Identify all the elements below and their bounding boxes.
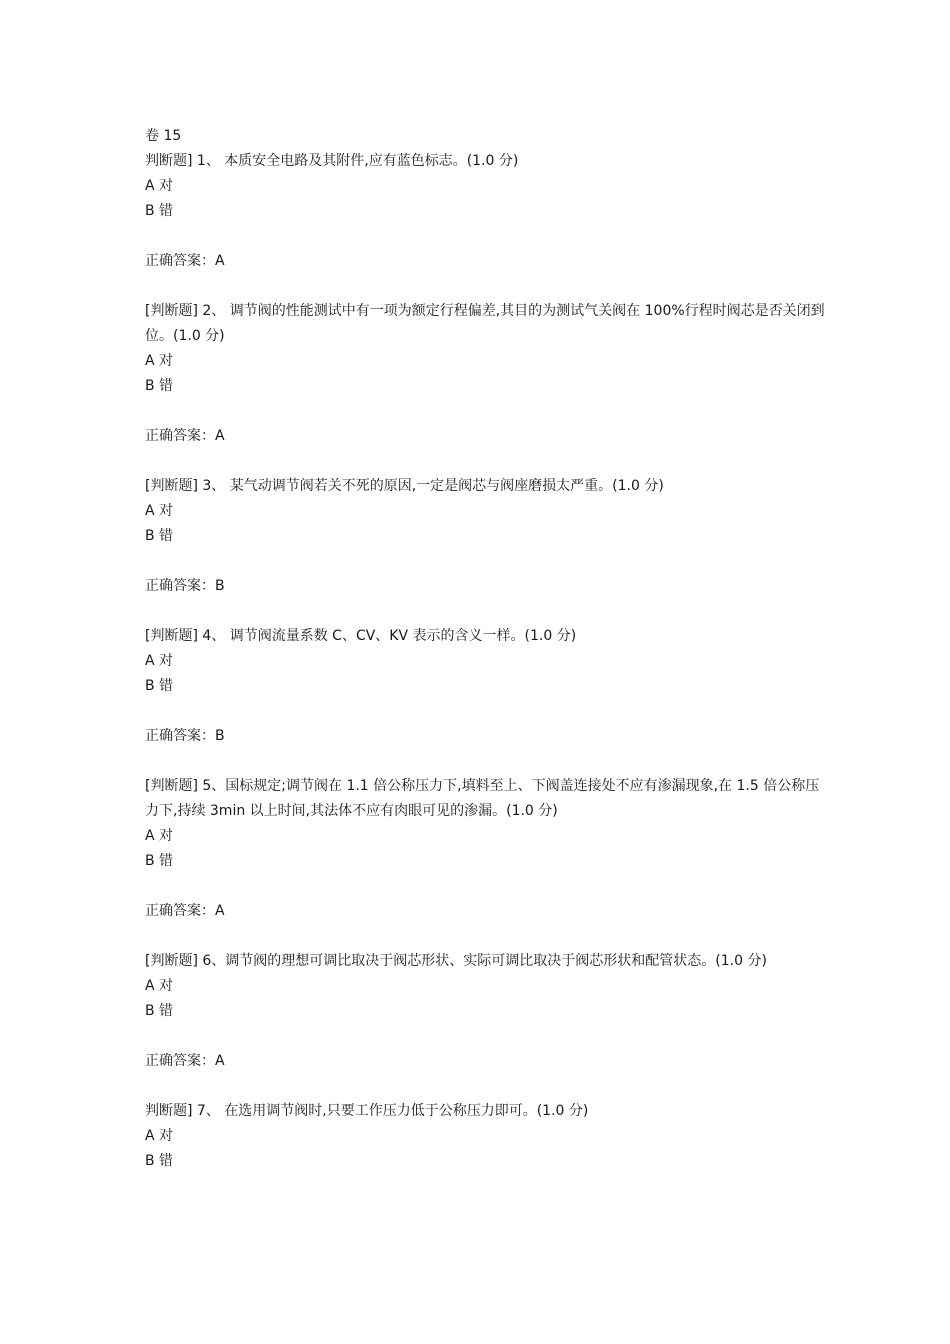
spacer (145, 874, 825, 899)
question-stem: [判断题] 3、 某气动调节阀若关不死的原因,一定是阀芯与阀座磨损太严重。(1.0 分) (145, 478, 664, 494)
document-title: 卷 15 (145, 128, 182, 144)
question-stem: 判断题] 1、 本质安全电路及其附件,应有蓝色标志。(1.0 分) (145, 153, 519, 169)
correct-answer: 正确答案：A (145, 253, 225, 269)
option-b: B 错 (145, 853, 174, 869)
spacer (145, 924, 825, 949)
option-a: A 对 (145, 178, 174, 194)
spacer (145, 699, 825, 724)
question-stem: [判断题] 5、国标规定;调节阀在 1.1 倍公称压力下,填料至上、下阀盖连接处不应有渗漏现象,在 1.5 倍公称压力下,持续 3min 以上时间,其法体不应有肉眼可见的渗漏。(1.0 分) (145, 778, 820, 819)
spacer (145, 224, 825, 249)
option-a: A 对 (145, 1128, 174, 1144)
option-b: B 错 (145, 678, 174, 694)
question-4 (145, 624, 825, 774)
correct-answer: 正确答案：B (145, 578, 225, 594)
option-b: B 错 (145, 203, 174, 219)
question-6 (145, 949, 825, 1099)
question-stem: 判断题] 7、 在选用调节阀时,只要工作压力低于公称压力即可。(1.0 分) (145, 1103, 589, 1119)
spacer (145, 1024, 825, 1049)
option-b: B 错 (145, 1153, 174, 1169)
question-3 (145, 474, 825, 624)
option-a: A 对 (145, 353, 174, 369)
option-a: A 对 (145, 978, 174, 994)
question-7 (145, 1099, 825, 1174)
option-a: A 对 (145, 653, 174, 669)
correct-answer: 正确答案：A (145, 428, 225, 444)
spacer (145, 749, 825, 774)
document-body (145, 124, 825, 1174)
correct-answer: 正确答案：B (145, 728, 225, 744)
option-b: B 错 (145, 378, 174, 394)
spacer (145, 399, 825, 424)
option-a: A 对 (145, 828, 174, 844)
question-stem: [判断题] 4、 调节阀流量系数 C、CV、KV 表示的含义一样。(1.0 分) (145, 628, 577, 644)
spacer (145, 449, 825, 474)
correct-answer: 正确答案：A (145, 1053, 225, 1069)
question-stem: [判断题] 2、 调节阀的性能测试中有一项为额定行程偏差,其目的为测试气关阀在 100%行程时阀芯是否关闭到位。(1.0 分) (145, 303, 825, 344)
question-stem: [判断题] 6、调节阀的理想可调比取决于阀芯形状、实际可调比取决于阀芯形状和配管状态。(1.0 分) (145, 953, 767, 969)
question-2 (145, 299, 825, 474)
spacer (145, 549, 825, 574)
correct-answer: 正确答案：A (145, 903, 225, 919)
question-5 (145, 774, 825, 949)
option-b: B 错 (145, 1003, 174, 1019)
spacer (145, 1074, 825, 1099)
spacer (145, 599, 825, 624)
question-1 (145, 149, 825, 299)
option-a: A 对 (145, 503, 174, 519)
spacer (145, 274, 825, 299)
option-b: B 错 (145, 528, 174, 544)
